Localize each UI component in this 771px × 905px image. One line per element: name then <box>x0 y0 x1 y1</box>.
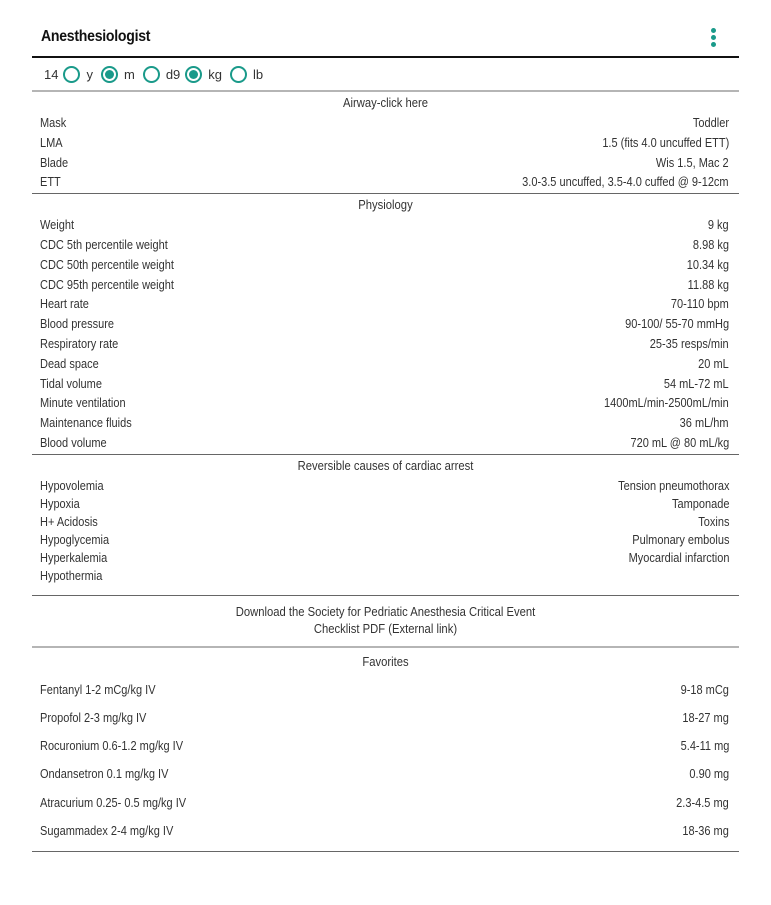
unit-selector <box>32 58 739 92</box>
row-value: 2.3-4.5 mg <box>676 795 729 810</box>
list-item: Myocardial infarction <box>628 550 729 565</box>
row-label: Weight <box>40 218 75 233</box>
table-row <box>40 276 729 296</box>
table-row <box>40 114 729 134</box>
row-value: 720 mL @ 80 mL/kg <box>630 435 729 450</box>
table-row <box>40 295 729 315</box>
airway-section <box>32 92 739 194</box>
row-label: Respiratory rate <box>40 336 119 351</box>
radio-kg-label: kg <box>208 66 223 82</box>
radio-kg[interactable] <box>185 66 202 83</box>
download-line-1: Download the Society for Pedriatic Anesthesia Critical Event <box>235 604 536 619</box>
airway-rows <box>32 114 739 193</box>
row-value: 8.98 kg <box>692 237 729 252</box>
radio-months[interactable] <box>101 66 118 83</box>
row-value: 11.88 kg <box>687 277 729 292</box>
row-label: Mask <box>40 116 67 130</box>
download-line-2: Checklist PDF (External link) <box>313 621 458 636</box>
table-row <box>40 394 729 414</box>
radio-lb[interactable] <box>230 66 247 83</box>
table-row <box>40 414 729 434</box>
row-value: Wis 1.5, Mac 2 <box>656 155 729 170</box>
row-label: ETT <box>40 175 61 190</box>
radio-years[interactable] <box>63 66 80 83</box>
row-value: 0.90 mg <box>689 767 729 782</box>
weight-value[interactable]: 9 <box>173 66 181 82</box>
radio-lb-label: lb <box>253 66 264 82</box>
row-label: Tidal volume <box>40 376 102 391</box>
list-item: Hypovolemia <box>40 478 104 493</box>
table-row[interactable] <box>40 789 729 817</box>
row-value: 20 mL <box>698 356 729 371</box>
table-row <box>40 375 729 395</box>
kebab-menu-icon[interactable] <box>709 28 717 48</box>
row-value: 18-36 mg <box>682 823 729 838</box>
row-label: Atracurium 0.25- 0.5 mg/kg IV <box>40 795 187 810</box>
row-value: 90-100/ 55-70 mmHg <box>625 317 729 332</box>
list-item: Pulmonary embolus <box>631 532 729 547</box>
radio-days[interactable] <box>143 66 160 83</box>
airway-title-link[interactable]: Airway-click here <box>342 96 429 110</box>
table-row <box>40 173 729 193</box>
physiology-section <box>32 194 739 455</box>
row-value: 70-110 bpm <box>671 297 729 312</box>
reversible-causes-title: Reversible causes of cardiac arrest <box>297 458 474 473</box>
radio-months-label: m <box>123 66 135 82</box>
row-label: Ondansetron 0.1 mg/kg IV <box>40 767 169 782</box>
table-row <box>40 315 729 335</box>
table-row[interactable] <box>40 704 729 732</box>
row-label: Maintenance fluids <box>40 416 132 431</box>
list-item: Hypoxia <box>40 496 80 511</box>
list-item: Hypothermia <box>40 568 103 583</box>
row-label: CDC 50th percentile weight <box>40 257 174 272</box>
row-value: 36 mL/hm <box>680 416 729 431</box>
row-label: Heart rate <box>40 297 89 312</box>
row-value: 54 mL-72 mL <box>664 376 729 391</box>
row-value: 10.34 kg <box>686 257 729 272</box>
table-row <box>40 335 729 355</box>
table-row[interactable] <box>40 760 729 788</box>
list-item: H+ Acidosis <box>40 514 98 529</box>
table-row <box>40 434 729 454</box>
row-label: Rocuronium 0.6-1.2 mg/kg IV <box>40 739 184 754</box>
row-value: 25-35 resps/min <box>650 336 729 351</box>
list-item: Hypoglycemia <box>40 532 110 547</box>
table-row <box>40 154 729 174</box>
row-label: CDC 5th percentile weight <box>40 237 168 252</box>
table-row <box>40 355 729 375</box>
row-value: Toddler <box>692 116 729 130</box>
list-item: Toxins <box>697 514 729 529</box>
favorites-section <box>32 648 739 852</box>
radio-days-label: d <box>165 66 174 82</box>
table-row[interactable] <box>40 676 729 704</box>
table-row <box>40 216 729 236</box>
physiology-rows <box>32 216 739 454</box>
page <box>32 0 739 852</box>
list-item: Tamponade <box>671 496 729 511</box>
header <box>32 0 739 58</box>
list-item: Hyperkalemia <box>40 550 108 565</box>
row-label: Blood volume <box>40 435 107 450</box>
row-value: 9-18 mCg <box>680 682 729 697</box>
list-item: Tension pneumothorax <box>617 478 729 493</box>
table-row <box>40 134 729 154</box>
reversible-causes-left <box>40 477 119 585</box>
row-label: CDC 95th percentile weight <box>40 277 174 292</box>
row-label: Blade <box>40 155 69 170</box>
row-label: LMA <box>40 135 63 150</box>
row-label: Propofol 2-3 mg/kg IV <box>40 710 147 725</box>
radio-years-label: y <box>86 66 93 82</box>
age-value[interactable]: 14 <box>44 66 59 82</box>
row-value: 5.4-11 mg <box>680 739 729 754</box>
table-row <box>40 256 729 276</box>
page-title: Anesthesiologist <box>41 28 151 45</box>
reversible-causes-right <box>603 477 729 585</box>
row-value: 9 kg <box>708 218 729 233</box>
row-label: Minute ventilation <box>40 396 126 411</box>
row-value: 18-27 mg <box>682 710 729 725</box>
favorites-rows <box>32 676 739 845</box>
download-checklist-link[interactable] <box>32 596 739 648</box>
row-label: Sugammadex 2-4 mg/kg IV <box>40 823 174 838</box>
row-value: 3.0-3.5 uncuffed, 3.5-4.0 cuffed @ 9-12cm <box>522 175 729 190</box>
row-label: Fentanyl 1-2 mCg/kg IV <box>40 682 156 697</box>
favorites-title: Favorites <box>362 654 409 669</box>
physiology-title: Physiology <box>358 198 413 213</box>
row-label: Blood pressure <box>40 317 114 332</box>
row-label: Dead space <box>40 356 99 371</box>
table-row[interactable] <box>40 817 729 845</box>
reversible-causes-section <box>32 455 739 596</box>
row-value: 1400mL/min-2500mL/min <box>604 396 729 411</box>
table-row <box>40 236 729 256</box>
row-value: 1.5 (fits 4.0 uncuffed ETT) <box>602 135 729 150</box>
table-row[interactable] <box>40 732 729 760</box>
